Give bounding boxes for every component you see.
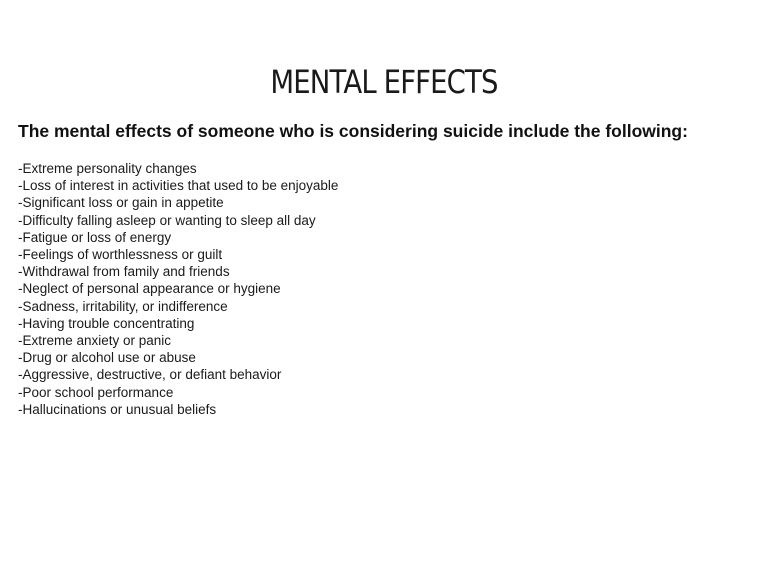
list-item: -Withdrawal from family and friends bbox=[18, 264, 230, 280]
slide-subtitle: The mental effects of someone who is considering suicide include the following: bbox=[18, 121, 688, 141]
list-item: -Aggressive, destructive, or defiant behavior bbox=[18, 367, 282, 383]
list-item: -Hallucinations or unusual beliefs bbox=[18, 401, 217, 417]
effects-list bbox=[18, 160, 338, 418]
slide-title: MENTAL EFFECTS bbox=[270, 63, 498, 101]
list-item: -Neglect of personal appearance or hygiene bbox=[18, 281, 281, 297]
list-item: -Difficulty falling asleep or wanting to sleep all day bbox=[18, 212, 316, 228]
list-item: -Poor school performance bbox=[18, 384, 174, 400]
list-item: -Having trouble concentrating bbox=[18, 315, 195, 331]
list-item: -Loss of interest in activities that used to be enjoyable bbox=[18, 178, 339, 194]
list-item: -Feelings of worthlessness or guilt bbox=[18, 247, 223, 263]
list-item: -Extreme anxiety or panic bbox=[18, 333, 172, 349]
list-item: -Significant loss or gain in appetite bbox=[18, 195, 224, 211]
list-item: -Drug or alcohol use or abuse bbox=[18, 350, 196, 366]
list-item: -Fatigue or loss of energy bbox=[18, 229, 172, 245]
list-item: -Extreme personality changes bbox=[18, 161, 197, 176]
list-item: -Sadness, irritability, or indifference bbox=[18, 298, 228, 314]
